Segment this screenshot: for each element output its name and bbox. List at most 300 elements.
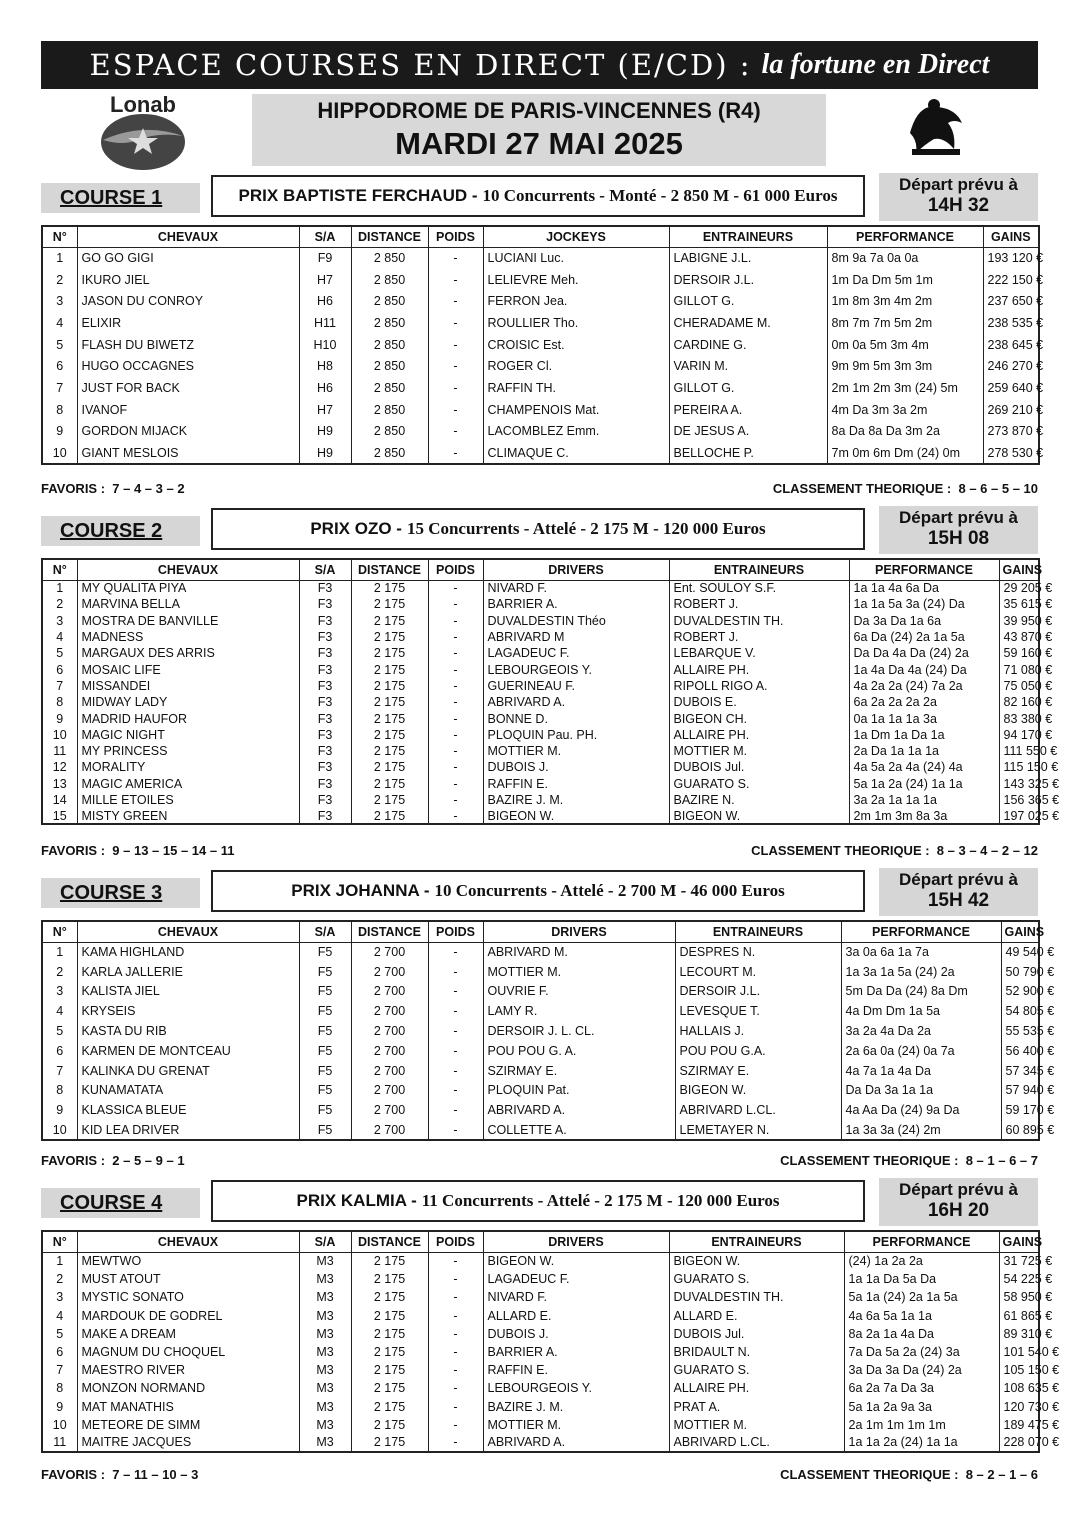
table-cell: COLLETTE A.: [483, 1120, 675, 1140]
table-cell: 2 850: [351, 269, 428, 291]
table-cell: MOTTIER M.: [669, 743, 849, 759]
table-row: [42, 355, 1039, 377]
favoris-value: 2 – 5 – 9 – 1: [112, 1153, 185, 1168]
table-cell: KAMA HIGHLAND: [77, 942, 299, 962]
table-cell: MADNESS: [77, 629, 299, 645]
table-cell: ALLARD E.: [483, 1307, 669, 1325]
table-cell: GUARATO S.: [669, 1270, 844, 1288]
column-header: DISTANCE: [351, 226, 428, 247]
course-1-label: COURSE 1: [41, 183, 200, 213]
table-cell: BRIDAULT N.: [669, 1343, 844, 1361]
table-cell: 1a 1a 5a 3a (24) Da: [849, 596, 999, 612]
table-cell: BIGEON W.: [675, 1081, 841, 1101]
table-cell: 59 170 €: [1001, 1100, 1039, 1120]
table-cell: F5: [299, 1001, 351, 1021]
table-cell: M3: [299, 1343, 351, 1361]
table-cell: -: [428, 247, 483, 269]
banner-tagline: la fortune en Direct: [761, 49, 990, 80]
table-cell: 108 635 €: [999, 1379, 1039, 1397]
table-cell: GILLOT G.: [669, 290, 827, 312]
table-cell: LAGADEUC F.: [483, 645, 669, 661]
table-cell: Da Da 4a Da (24) 2a: [849, 645, 999, 661]
course-3-favoris: [41, 1153, 185, 1168]
table-cell: ABRIVARD A.: [483, 1100, 675, 1120]
table-cell: -: [428, 1041, 483, 1061]
table-cell: MYSTIC SONATO: [77, 1288, 299, 1306]
table-cell: 6: [42, 1343, 77, 1361]
table-cell: MOTTIER M.: [483, 962, 675, 982]
table-cell: MOTTIER M.: [483, 1416, 669, 1434]
table-cell: OUVRIE F.: [483, 982, 675, 1002]
column-header: CHEVAUX: [77, 921, 299, 942]
classement-value: 8 – 3 – 4 – 2 – 12: [936, 843, 1038, 858]
table-cell: 2m 1m 2m 3m (24) 5m: [827, 377, 983, 399]
table-cell: HALLAIS J.: [675, 1021, 841, 1041]
table-cell: -: [428, 312, 483, 334]
table-cell: MAGIC NIGHT: [77, 727, 299, 743]
table-cell: 15: [42, 808, 77, 824]
course-1-prix-details: 10 Concurrents - Monté - 2 850 M - 61 000 Euros: [482, 186, 838, 205]
table-cell: DUBOIS J.: [483, 759, 669, 775]
favoris-label: FAVORIS :: [41, 481, 106, 496]
table-row: [42, 1343, 1039, 1361]
favoris-label: FAVORIS :: [41, 1153, 106, 1168]
table-cell: 2 700: [351, 1100, 428, 1120]
table-row: [42, 377, 1039, 399]
table-cell: H7: [299, 399, 351, 421]
table-cell: F3: [299, 808, 351, 824]
table-cell: -: [428, 1081, 483, 1101]
table-cell: -: [428, 962, 483, 982]
table-cell: M3: [299, 1270, 351, 1288]
table-cell: LAGADEUC F.: [483, 1270, 669, 1288]
course-2-classement: [751, 843, 1038, 858]
table-cell: F5: [299, 1041, 351, 1061]
table-cell: 2 175: [351, 1252, 428, 1270]
table-cell: ALLAIRE PH.: [669, 727, 849, 743]
table-cell: -: [428, 661, 483, 677]
table-cell: MOSAIC LIFE: [77, 661, 299, 677]
table-cell: 143 325 €: [999, 776, 1039, 792]
hippodrome-name: HIPPODROME DE PARIS-VINCENNES (R4): [317, 98, 761, 123]
table-cell: -: [428, 421, 483, 443]
course-1-depart: [879, 173, 1038, 221]
table-cell: 1m 8m 3m 4m 2m: [827, 290, 983, 312]
table-cell: GILLOT G.: [669, 377, 827, 399]
table-cell: 4a 5a 2a 4a (24) 4a: [849, 759, 999, 775]
table-row: [42, 421, 1039, 443]
table-cell: MUST ATOUT: [77, 1270, 299, 1288]
table-cell: M3: [299, 1307, 351, 1325]
classement-value: 8 – 1 – 6 – 7: [965, 1153, 1038, 1168]
table-row: [42, 399, 1039, 421]
table-cell: 2 850: [351, 290, 428, 312]
table-cell: SZIRMAY E.: [483, 1061, 675, 1081]
table-cell: 0a 1a 1a 1a 3a: [849, 710, 999, 726]
table-row: [42, 962, 1039, 982]
table-cell: 105 150 €: [999, 1361, 1039, 1379]
table-cell: 9: [42, 1398, 77, 1416]
table-cell: 5m Da Da (24) 8a Dm: [841, 982, 1001, 1002]
table-cell: 94 170 €: [999, 727, 1039, 743]
table-cell: F3: [299, 776, 351, 792]
table-cell: BIGEON W.: [483, 1252, 669, 1270]
hippodrome-header: [252, 94, 826, 166]
course-4-table: [41, 1230, 1060, 1453]
table-cell: LEMETAYER N.: [675, 1120, 841, 1140]
table-cell: 5: [42, 1325, 77, 1343]
table-row: [42, 334, 1039, 356]
course-4-classement: [780, 1467, 1038, 1482]
table-cell: 4: [42, 1001, 77, 1021]
table-cell: -: [428, 1270, 483, 1288]
table-cell: KASTA DU RIB: [77, 1021, 299, 1041]
table-cell: F3: [299, 743, 351, 759]
table-cell: -: [428, 290, 483, 312]
table-cell: KALINKA DU GRENAT: [77, 1061, 299, 1081]
table-cell: 4m Da 3m 3a 2m: [827, 399, 983, 421]
table-cell: BARRIER A.: [483, 1343, 669, 1361]
table-cell: DESPRES N.: [675, 942, 841, 962]
table-cell: ABRIVARD M: [483, 629, 669, 645]
table-cell: 5: [42, 1021, 77, 1041]
course-2-prix-details: 15 Concurrents - Attelé - 2 175 M - 120 000 Euros: [406, 519, 766, 538]
table-cell: -: [428, 613, 483, 629]
table-cell: MEWTWO: [77, 1252, 299, 1270]
title-banner: [41, 41, 1038, 89]
table-row: [42, 247, 1039, 269]
course-4-footer: [41, 1467, 1038, 1482]
table-cell: MISTY GREEN: [77, 808, 299, 824]
table-cell: FLASH DU BIWETZ: [77, 334, 299, 356]
table-row: [42, 1288, 1039, 1306]
column-header: JOCKEYS: [483, 226, 669, 247]
table-cell: DUVALDESTIN TH.: [669, 1288, 844, 1306]
favoris-value: 9 – 13 – 15 – 14 – 11: [112, 843, 235, 858]
table-cell: JUST FOR BACK: [77, 377, 299, 399]
table-cell: CHERADAME M.: [669, 312, 827, 334]
column-header: S/A: [299, 559, 351, 580]
table-cell: 2 175: [351, 1325, 428, 1343]
table-cell: 2 850: [351, 442, 428, 464]
table-cell: 57 345 €: [1001, 1061, 1039, 1081]
course-2-footer: [41, 843, 1038, 858]
table-cell: 1a 1a 4a 6a Da: [849, 580, 999, 596]
table-cell: 2 175: [351, 776, 428, 792]
table-cell: 59 160 €: [999, 645, 1039, 661]
table-row: [42, 1307, 1039, 1325]
table-cell: 2 850: [351, 355, 428, 377]
classement-label: CLASSEMENT THEORIQUE :: [772, 481, 952, 496]
course-4-depart-label: Départ prévu à: [898, 1180, 1019, 1199]
table-cell: 3: [42, 290, 77, 312]
table-cell: 4a 7a 1a 4a Da: [841, 1061, 1001, 1081]
table-cell: DUVALDESTIN Théo: [483, 613, 669, 629]
table-cell: CARDINE G.: [669, 334, 827, 356]
table-cell: H8: [299, 355, 351, 377]
table-cell: LABIGNE J.L.: [669, 247, 827, 269]
table-cell: LEBOURGEOIS Y.: [483, 661, 669, 677]
table-cell: 1a 3a 1a 5a (24) 2a: [841, 962, 1001, 982]
table-cell: GORDON MIJACK: [77, 421, 299, 443]
column-header: CHEVAUX: [77, 226, 299, 247]
table-cell: DERSOIR J. L. CL.: [483, 1021, 675, 1041]
table-row: [42, 710, 1039, 726]
table-cell: F9: [299, 247, 351, 269]
table-cell: BIGEON W.: [669, 1252, 844, 1270]
table-cell: MORALITY: [77, 759, 299, 775]
table-cell: 1a Dm 1a Da 1a: [849, 727, 999, 743]
column-header: DRIVERS: [483, 921, 675, 942]
table-cell: 2 175: [351, 694, 428, 710]
table-cell: CLIMAQUE C.: [483, 442, 669, 464]
table-cell: 1a 1a Da 5a Da: [844, 1270, 999, 1288]
table-cell: 269 210 €: [983, 399, 1039, 421]
table-cell: 2 700: [351, 962, 428, 982]
table-cell: F3: [299, 613, 351, 629]
table-cell: 4a Dm Dm 1a 5a: [841, 1001, 1001, 1021]
column-header: ENTRAINEURS: [669, 226, 827, 247]
table-cell: 8m 9a 7a 0a 0a: [827, 247, 983, 269]
lonab-logo-text: Lonab: [110, 92, 176, 117]
table-cell: BIGEON CH.: [669, 710, 849, 726]
table-cell: NIVARD F.: [483, 580, 669, 596]
table-cell: ABRIVARD A.: [483, 1434, 669, 1452]
table-cell: 4a 6a 5a 1a 1a: [844, 1307, 999, 1325]
table-cell: 2 175: [351, 727, 428, 743]
table-cell: 9m 9m 5m 3m 3m: [827, 355, 983, 377]
table-header-row: [42, 921, 1039, 942]
table-cell: 2 850: [351, 247, 428, 269]
column-header: DISTANCE: [351, 1231, 428, 1252]
table-cell: -: [428, 334, 483, 356]
table-cell: HUGO OCCAGNES: [77, 355, 299, 377]
table-cell: H9: [299, 442, 351, 464]
table-cell: 2 700: [351, 942, 428, 962]
table-cell: 7: [42, 1061, 77, 1081]
table-cell: BELLOCHE P.: [669, 442, 827, 464]
column-header: POIDS: [428, 1231, 483, 1252]
table-row: [42, 645, 1039, 661]
course-3-depart-label: Départ prévu à: [898, 870, 1019, 889]
table-cell: BAZIRE J. M.: [483, 792, 669, 808]
table-cell: 1a 3a 3a (24) 2m: [841, 1120, 1001, 1140]
table-cell: 2 175: [351, 1288, 428, 1306]
table-cell: RAFFIN E.: [483, 1361, 669, 1379]
table-cell: MAITRE JACQUES: [77, 1434, 299, 1452]
table-row: [42, 629, 1039, 645]
course-2-table: [41, 558, 1060, 825]
table-cell: F3: [299, 727, 351, 743]
table-cell: 1a 1a 2a (24) 1a 1a: [844, 1434, 999, 1452]
table-cell: 197 025 €: [999, 808, 1039, 824]
course-2-prix-name: PRIX OZO -: [310, 519, 402, 538]
table-cell: F3: [299, 710, 351, 726]
lonab-logo: [98, 92, 188, 172]
jockey-horse-icon: [904, 93, 968, 161]
table-cell: 2 175: [351, 580, 428, 596]
column-header: PERFORMANCE: [849, 559, 999, 580]
table-cell: KARMEN DE MONTCEAU: [77, 1041, 299, 1061]
table-row: [42, 792, 1039, 808]
table-cell: 222 150 €: [983, 269, 1039, 291]
table-cell: KALISTA JIEL: [77, 982, 299, 1002]
table-cell: -: [428, 580, 483, 596]
table-cell: LELIEVRE Meh.: [483, 269, 669, 291]
table-cell: -: [428, 269, 483, 291]
column-header: ENTRAINEURS: [675, 921, 841, 942]
table-cell: F5: [299, 1120, 351, 1140]
table-cell: ELIXIR: [77, 312, 299, 334]
table-cell: GUARATO S.: [669, 1361, 844, 1379]
column-header: GAINS: [999, 559, 1039, 580]
table-cell: ROGER Cl.: [483, 355, 669, 377]
table-cell: MILLE ETOILES: [77, 792, 299, 808]
table-cell: 14: [42, 792, 77, 808]
classement-label: CLASSEMENT THEORIQUE :: [780, 1467, 959, 1482]
course-2-depart: [879, 506, 1038, 554]
table-cell: 4: [42, 312, 77, 334]
table-row: [42, 1270, 1039, 1288]
table-cell: -: [428, 727, 483, 743]
table-cell: 3a 2a 4a Da 2a: [841, 1021, 1001, 1041]
table-cell: LACOMBLEZ Emm.: [483, 421, 669, 443]
course-3-prix-details: 10 Concurrents - Attelé - 2 700 M - 46 000 Euros: [434, 881, 785, 900]
column-header: ENTRAINEURS: [669, 1231, 844, 1252]
table-cell: DUBOIS J.: [483, 1325, 669, 1343]
table-cell: 11: [42, 1434, 77, 1452]
table-cell: 278 530 €: [983, 442, 1039, 464]
table-cell: 1: [42, 580, 77, 596]
table-cell: 3a 0a 6a 1a 7a: [841, 942, 1001, 962]
table-row: [42, 942, 1039, 962]
table-row: [42, 1120, 1039, 1140]
table-row: [42, 596, 1039, 612]
table-cell: -: [428, 942, 483, 962]
column-header: GAINS: [1001, 921, 1039, 942]
table-cell: LECOURT M.: [675, 962, 841, 982]
table-cell: MARGAUX DES ARRIS: [77, 645, 299, 661]
race-date: MARDI 27 MAI 2025: [395, 126, 683, 161]
table-cell: 2 175: [351, 1307, 428, 1325]
table-cell: -: [428, 355, 483, 377]
column-header: GAINS: [983, 226, 1039, 247]
table-cell: 5a 1a 2a (24) 1a 1a: [849, 776, 999, 792]
table-cell: 2a 6a 0a (24) 0a 7a: [841, 1041, 1001, 1061]
table-cell: VARIN M.: [669, 355, 827, 377]
table-cell: Da 3a Da 1a 6a: [849, 613, 999, 629]
table-row: [42, 776, 1039, 792]
column-header: CHEVAUX: [77, 1231, 299, 1252]
classement-label: CLASSEMENT THEORIQUE :: [751, 843, 930, 858]
table-cell: 5: [42, 645, 77, 661]
table-cell: BAZIRE N.: [669, 792, 849, 808]
table-cell: -: [428, 1416, 483, 1434]
table-cell: F3: [299, 580, 351, 596]
course-4-depart: [879, 1178, 1038, 1226]
table-cell: -: [428, 1252, 483, 1270]
table-cell: 2 700: [351, 1120, 428, 1140]
table-cell: 1a 4a Da 4a (24) Da: [849, 661, 999, 677]
table-cell: MARVINA BELLA: [77, 596, 299, 612]
table-cell: 71 080 €: [999, 661, 1039, 677]
table-cell: -: [428, 596, 483, 612]
table-cell: 2 175: [351, 792, 428, 808]
table-cell: -: [428, 1434, 483, 1452]
table-cell: MONZON NORMAND: [77, 1379, 299, 1397]
table-cell: GIANT MESLOIS: [77, 442, 299, 464]
table-cell: 6: [42, 355, 77, 377]
table-cell: 1: [42, 1252, 77, 1270]
column-header: DISTANCE: [351, 559, 428, 580]
table-cell: CHAMPENOIS Mat.: [483, 399, 669, 421]
table-cell: POU POU G. A.: [483, 1041, 675, 1061]
table-cell: 89 310 €: [999, 1325, 1039, 1343]
column-header: DRIVERS: [483, 559, 669, 580]
table-row: [42, 1021, 1039, 1041]
table-cell: 31 725 €: [999, 1252, 1039, 1270]
table-cell: GUERINEAU F.: [483, 678, 669, 694]
course-4-depart-time: 16H 20: [927, 1200, 990, 1221]
table-cell: 7: [42, 377, 77, 399]
course-3-footer: [41, 1153, 1038, 1168]
course-3-depart-time: 15H 42: [927, 890, 990, 911]
table-cell: 2 175: [351, 1379, 428, 1397]
table-row: [42, 1379, 1039, 1397]
table-cell: 7: [42, 1361, 77, 1379]
table-cell: 2a 1m 1m 1m 1m: [844, 1416, 999, 1434]
table-cell: LEVESQUE T.: [675, 1001, 841, 1021]
table-cell: DERSOIR J.L.: [669, 269, 827, 291]
table-cell: MAKE A DREAM: [77, 1325, 299, 1343]
table-cell: 8: [42, 399, 77, 421]
table-cell: -: [428, 629, 483, 645]
column-header: PERFORMANCE: [841, 921, 1001, 942]
table-row: [42, 727, 1039, 743]
table-cell: 2a Da 1a 1a 1a: [849, 743, 999, 759]
course-2-prix: [211, 508, 865, 550]
table-cell: 1: [42, 942, 77, 962]
table-cell: 156 365 €: [999, 792, 1039, 808]
table-cell: RAFFIN TH.: [483, 377, 669, 399]
table-cell: DUBOIS E.: [669, 694, 849, 710]
table-row: [42, 1434, 1039, 1452]
table-cell: -: [428, 1100, 483, 1120]
table-cell: 3a Da 3a Da (24) 2a: [844, 1361, 999, 1379]
table-cell: F5: [299, 1021, 351, 1041]
table-cell: 4a Aa Da (24) 9a Da: [841, 1100, 1001, 1120]
table-cell: 2 175: [351, 661, 428, 677]
table-cell: -: [428, 1061, 483, 1081]
table-cell: 2 175: [351, 596, 428, 612]
table-cell: LAMY R.: [483, 1001, 675, 1021]
column-header: POIDS: [428, 226, 483, 247]
table-cell: -: [428, 694, 483, 710]
table-row: [42, 678, 1039, 694]
table-cell: -: [428, 1361, 483, 1379]
table-cell: 6: [42, 1041, 77, 1061]
table-row: [42, 1252, 1039, 1270]
table-cell: H6: [299, 377, 351, 399]
table-cell: 9: [42, 710, 77, 726]
table-cell: 9: [42, 1100, 77, 1120]
table-cell: KARLA JALLERIE: [77, 962, 299, 982]
table-cell: ALLAIRE PH.: [669, 661, 849, 677]
table-cell: ROBERT J.: [669, 629, 849, 645]
table-cell: 2 175: [351, 613, 428, 629]
table-cell: 273 870 €: [983, 421, 1039, 443]
table-cell: 2 175: [351, 678, 428, 694]
